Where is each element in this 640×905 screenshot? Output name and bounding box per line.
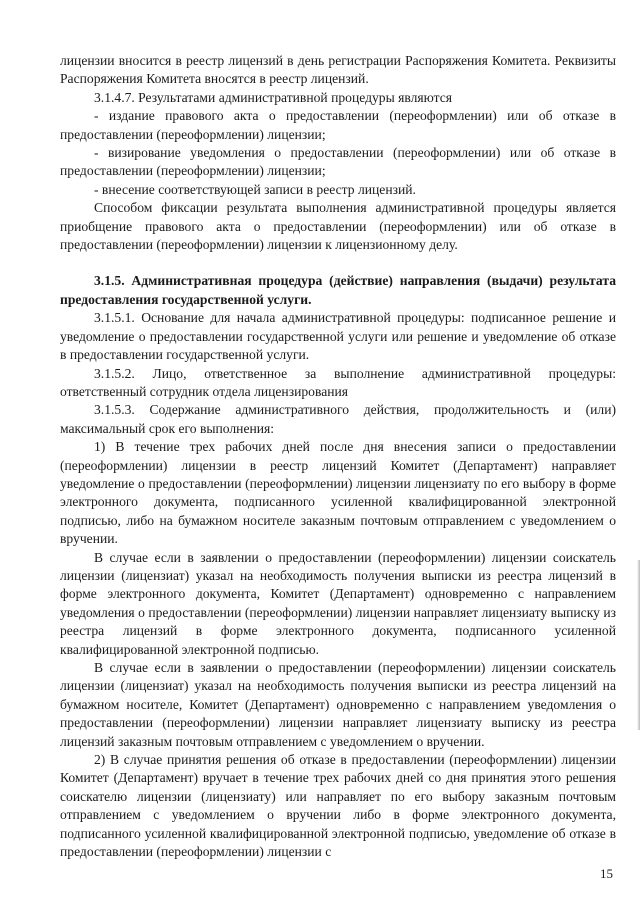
page-number: 15 bbox=[600, 866, 613, 881]
paragraph-3-1-5-3: 3.1.5.3. Содержание административного действия, продолжительность и (или) максимальный срок его выполнения: bbox=[60, 402, 616, 436]
paragraph-fixation-method: Способом фиксации результата выполнения административной процедуры является приобщение правового акта о предоставлении (переоформлении) или об отказе в предоставлении (переоформлении) лицензии к лицензионному делу. bbox=[60, 200, 616, 253]
paragraph-3-1-5-1: 3.1.5.1. Основание для начала административной процедуры: подписанное решение и уведомление о предоставлении государственной услуги или решение и уведомление об отказе в предоставлении государственной услуги. bbox=[60, 310, 616, 363]
paragraph-item-1: 1) В течение трех рабочих дней после дня внесения записи о предоставлении (переоформлении) лицензии в реестр лицензий Комитет (Департамент) направляет уведомление о предоставлении (переоформлении) лицензии лицензиату по его выбору в форме электронного документа, подписанного усиленной квалифицированной электронной подписью, либо на бумажном носителе заказным почтовым отправлением с уведомлением о вручении. bbox=[60, 439, 616, 547]
paragraph-3-1-4-7: 3.1.4.7. Результатами административной процедуры являются bbox=[94, 89, 453, 105]
list-item-notice-approval: - визирование уведомления о предоставлении (переоформлении) или об отказе в предоставлении (переоформлении) лицензии; bbox=[60, 145, 616, 179]
paragraph-3-1-5-2: 3.1.5.2. Лицо, ответственное за выполнение административной процедуры: ответственный сотрудник отдела лицензирования bbox=[60, 365, 616, 399]
paragraph-spacer bbox=[60, 254, 616, 272]
paragraph-paper-extract: В случае если в заявлении о предоставлении (переоформлении) лицензии соискатель лицензии (лицензиат) указал на необходимость получения выписки из реестра лицензий на бумажном носителе, Комитет (Департамент) одновременно с направлением уведомления о предоставлении (переоформлении) лицензии направляет лицензиату выписку из реестра лицензий заказным почтовым отправлением с уведомлением о вручении. bbox=[60, 660, 616, 749]
document-body bbox=[60, 52, 616, 861]
paragraph-electronic-extract: В случае если в заявлении о предоставлении (переоформлении) лицензии соискатель лицензии (лицензиат) указал на необходимость получения выписки из реестра лицензий в форме электронного документа, Комитет (Департамент) одновременно с направлением уведомления о предоставлении (переоформлении) лицензии направляет лицензиату выписку из реестра лицензий в форме электронного документа, подписанного усиленной квалифицированной электронной подписью. bbox=[60, 549, 616, 657]
list-item-legal-act: - издание правового акта о предоставлении (переоформлении) или об отказе в предоставлении (переоформлении) лицензии; bbox=[60, 108, 616, 142]
paragraph-item-2: 2) В случае принятия решения об отказе в предоставлении (переоформлении) лицензии Комитет (Департамент) вручает в течение трех рабочих дней со дня принятия этого решения соискателю лицензии (лицензиату) или направляет по его выбору заказным почтовым отправлением с уведомлением о вручении либо в форме электронного документа, подписанного усиленной квалифицированной электронной подписью, уведомление об отказе в предоставлении (переоформлении) лицензии с bbox=[60, 752, 616, 860]
section-heading-3-1-5: 3.1.5. Административная процедура (действие) направления (выдачи) результата предоставления государственной услуги. bbox=[60, 273, 616, 307]
list-item-registry-record: - внесение соответствующей записи в реестр лицензий. bbox=[94, 181, 416, 197]
paragraph-registry-entry: лицензии вносится в реестр лицензий в день регистрации Распоряжения Комитета. Реквизиты Распоряжения Комитета вносятся в реестр лицензий. bbox=[60, 53, 616, 87]
